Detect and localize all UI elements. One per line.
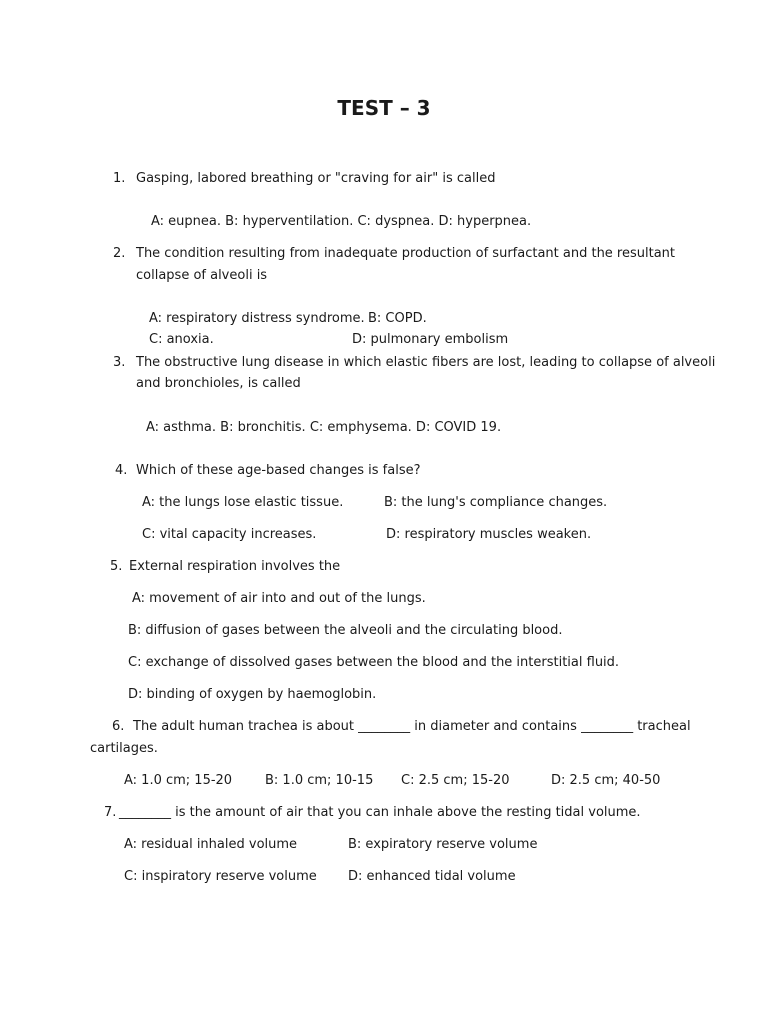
q4-text: Which of these age-based changes is false? [136, 463, 421, 478]
q4-option-a: A: the lungs lose elastic tissue. [142, 495, 344, 510]
q6-option-b: B: 1.0 cm; 10-15 [265, 773, 374, 788]
q3-number: 3. [113, 355, 126, 370]
q5-number: 5. [110, 559, 123, 574]
q7-text: ________ is the amount of air that you can inhale above the resting tidal volume. [119, 805, 641, 820]
q5-option-c: C: exchange of dissolved gases between the blood and the interstitial fluid. [128, 655, 620, 670]
q4-option-c: C: vital capacity increases. [142, 527, 317, 542]
q3-text-line2: and bronchioles, is called [136, 376, 301, 391]
q1-number: 1. [113, 171, 126, 186]
q6-number: 6. [112, 719, 125, 734]
q1-text: Gasping, labored breathing or "craving for air" is called [136, 171, 496, 186]
q5-option-b: B: diffusion of gases between the alveoli and the circulating blood. [128, 623, 563, 638]
q5-text: External respiration involves the [129, 559, 341, 574]
q7-option-b: B: expiratory reserve volume [348, 837, 538, 852]
q7-option-c: C: inspiratory reserve volume [124, 869, 317, 884]
q4-number: 4. [115, 463, 128, 478]
q4-option-d: D: respiratory muscles weaken. [386, 527, 592, 542]
q6-option-c: C: 2.5 cm; 15-20 [401, 773, 510, 788]
q2-text-line2: collapse of alveoli is [136, 268, 268, 283]
q2-number: 2. [113, 246, 126, 261]
q3-options: A: asthma. B: bronchitis. C: emphysema. D: COVID 19. [146, 420, 502, 435]
page-title: TEST – 3 [337, 96, 431, 120]
q5-option-a: A: movement of air into and out of the lungs. [132, 591, 426, 606]
q7-number: 7. [104, 805, 117, 820]
q4-option-b: B: the lung's compliance changes. [384, 495, 608, 510]
q2-option-a: A: respiratory distress syndrome. [149, 311, 365, 326]
q1-options: A: eupnea. B: hyperventilation. C: dyspnea. D: hyperpnea. [151, 214, 532, 229]
q3-text-line1: The obstructive lung disease in which elastic fibers are lost, leading to collapse of alveoli [136, 355, 716, 370]
q2-option-d: D: pulmonary embolism [352, 332, 509, 347]
q6-text-line2: cartilages. [90, 741, 158, 756]
q6-text-line1: The adult human trachea is about ________ in diameter and contains ________ tracheal [133, 719, 691, 734]
q2-option-c: C: anoxia. [149, 332, 214, 347]
q7-option-d: D: enhanced tidal volume [348, 869, 516, 884]
q7-option-a: A: residual inhaled volume [124, 837, 298, 852]
q6-option-d: D: 2.5 cm; 40-50 [551, 773, 661, 788]
q2-option-b: B: COPD. [368, 311, 427, 326]
q5-option-d: D: binding of oxygen by haemoglobin. [128, 687, 377, 702]
q2-text-line1: The condition resulting from inadequate production of surfactant and the resultant [136, 246, 676, 261]
q6-option-a: A: 1.0 cm; 15-20 [124, 773, 233, 788]
